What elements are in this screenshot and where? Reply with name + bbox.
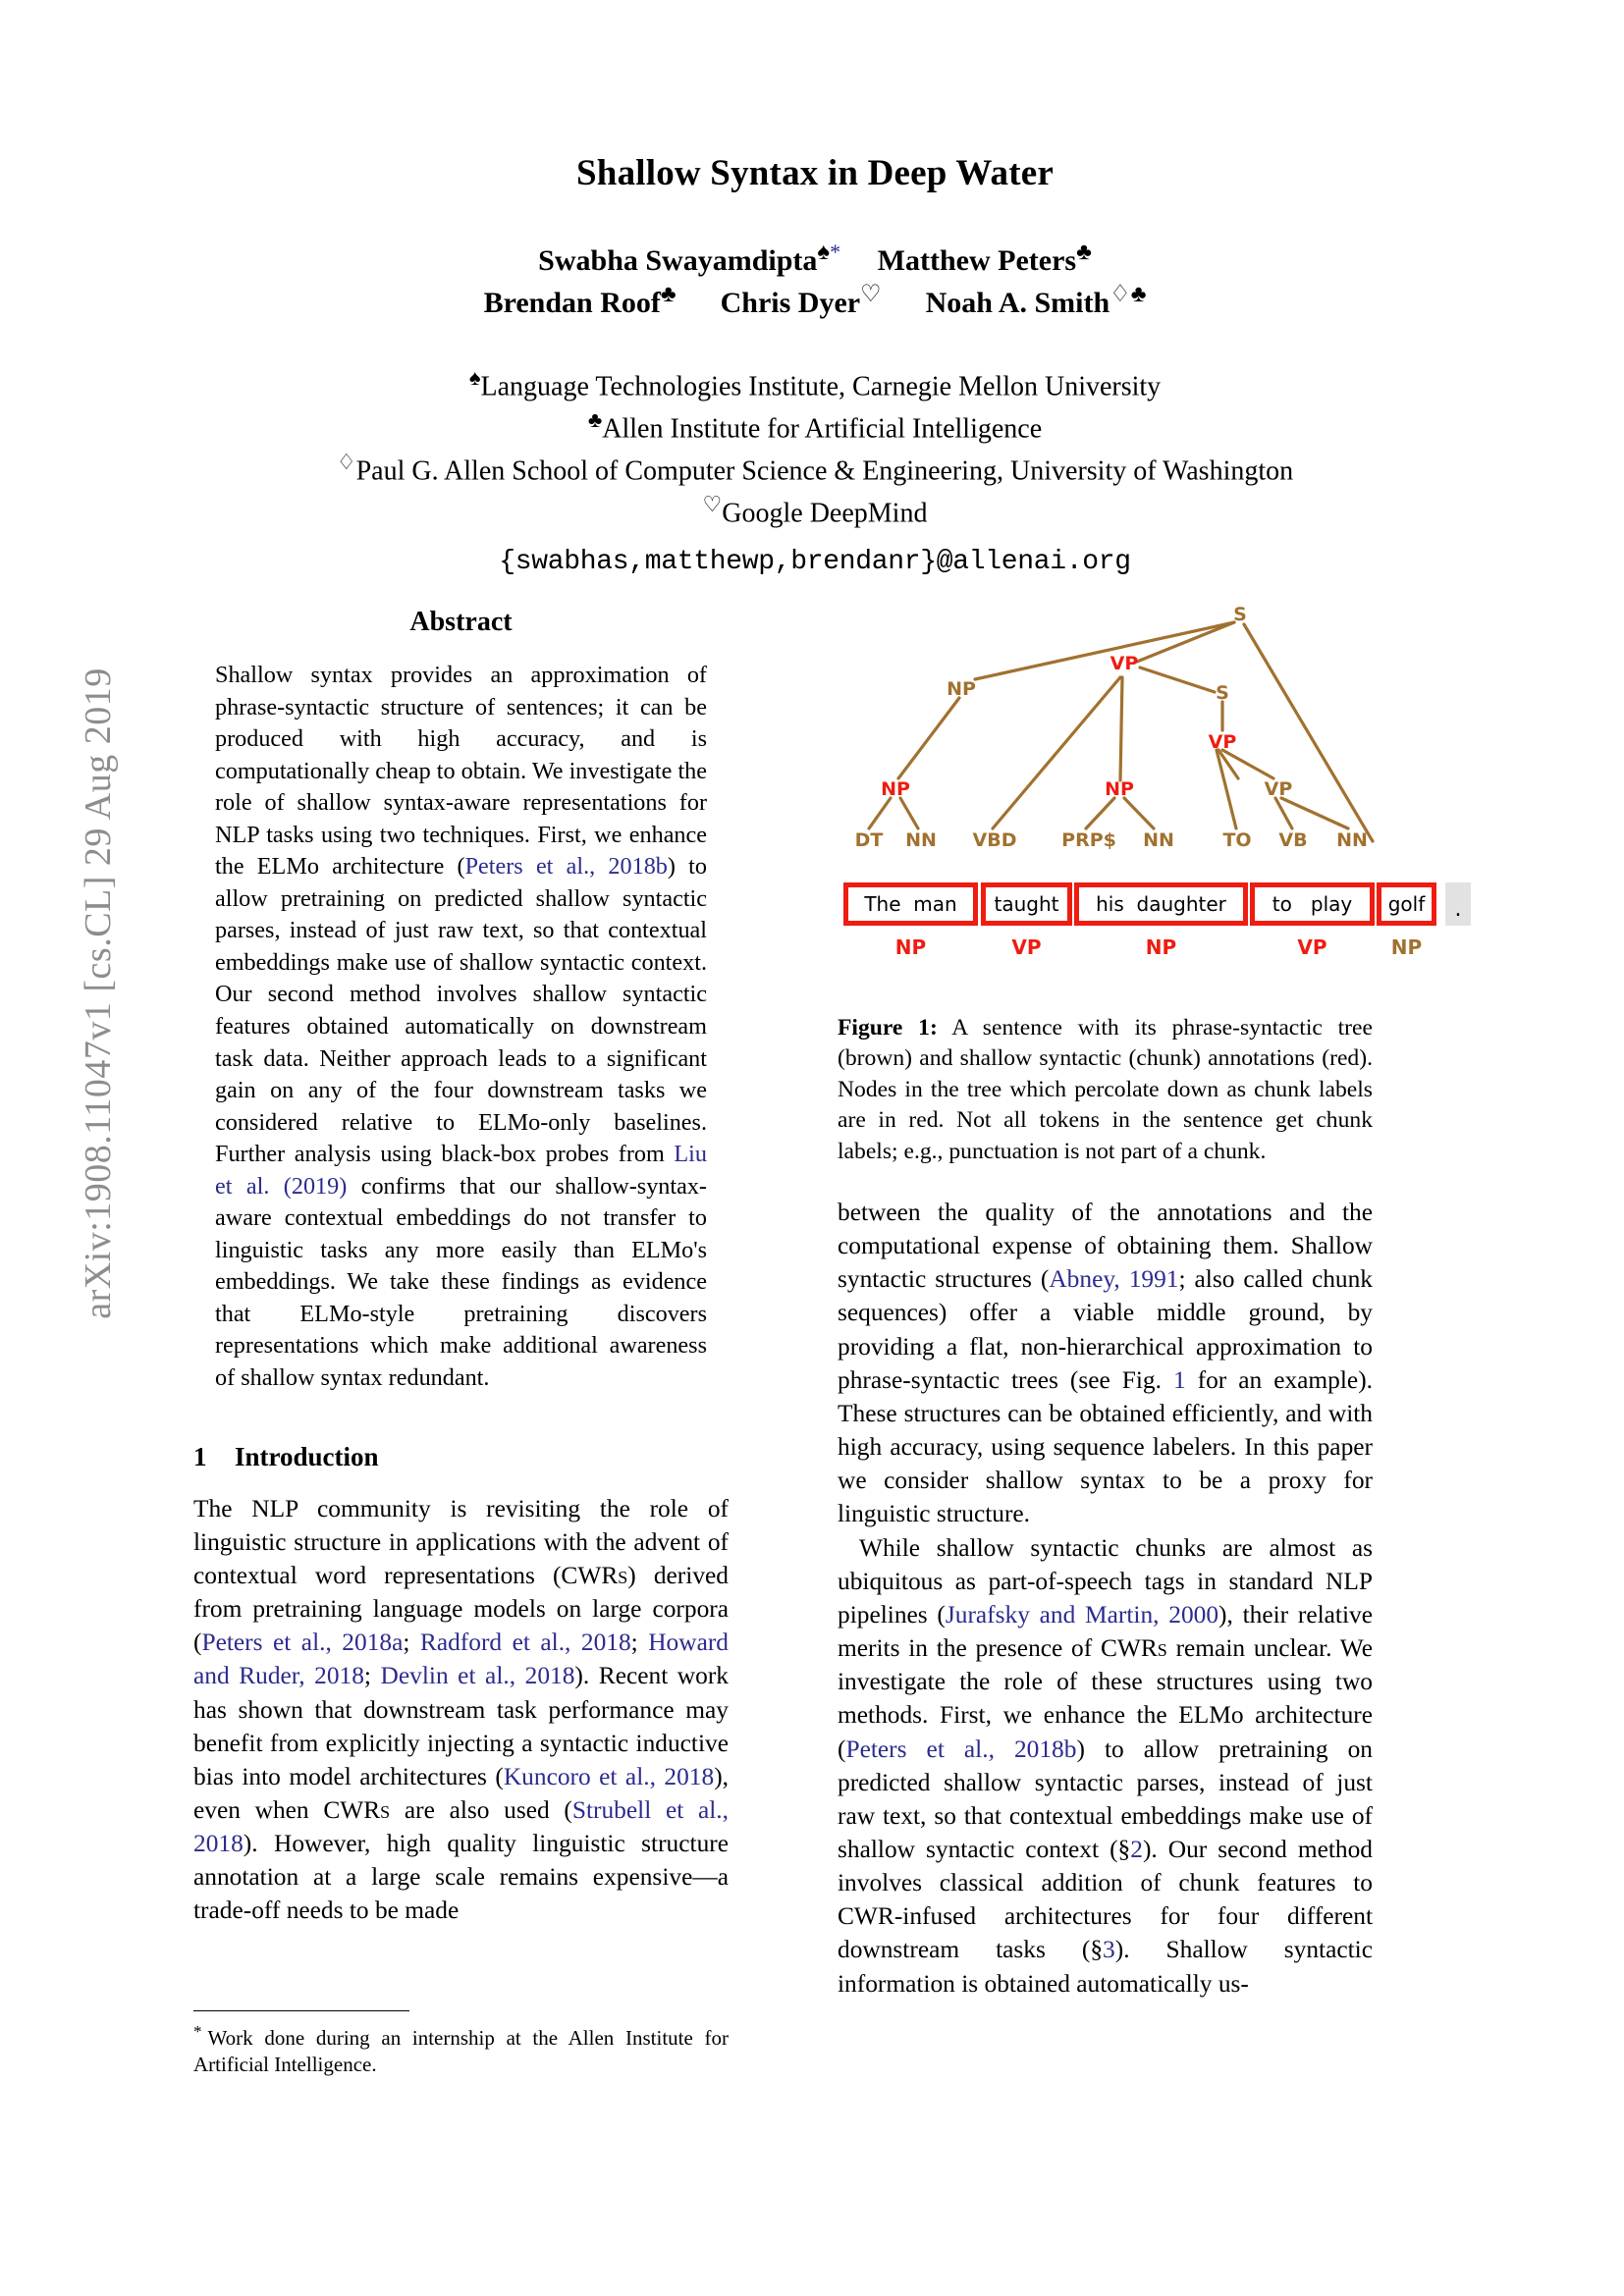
citation-link[interactable]: Liu et al. (2019) <box>215 1141 707 1200</box>
tree-node-S-root: S <box>1233 604 1247 625</box>
affiliation-cmu: ♠Language Technologies Institute, Carnegie Mellon University <box>468 365 1162 402</box>
body-text-run: ), even when <box>193 1762 729 1824</box>
author-line-1 <box>157 238 1473 280</box>
section-heading-introduction <box>193 1442 729 1472</box>
pos-tag-TO: TO <box>1222 829 1252 851</box>
right-paragraph-1 <box>838 1196 1373 1531</box>
pos-tag-NN-3: NN <box>1336 829 1368 851</box>
abstract-body <box>193 660 729 1395</box>
pos-tag-VBD: VBD <box>972 829 1017 851</box>
body-text-run: ), their relative merits in the presence of <box>838 1600 1373 1663</box>
phrase-syntactic-tree-svg <box>838 601 1387 885</box>
affil-symbol-club: ♣ <box>1076 240 1092 265</box>
chunk-label-vp-1: VP <box>1011 935 1042 959</box>
body-text-run: ; <box>403 1629 420 1657</box>
footnote-rule <box>193 2010 409 2011</box>
chunk-box-taught: taught <box>981 882 1072 926</box>
tree-node-S-sub: S <box>1216 682 1229 704</box>
footnote-marker-star: * <box>193 2022 202 2041</box>
author-chris-dyer: Chris Dyer♡ <box>720 282 882 319</box>
affil-symbol-heart: ♡ <box>860 282 882 307</box>
chunk-label-vp-2: VP <box>1297 935 1327 959</box>
left-column <box>193 607 729 1928</box>
token-period: . <box>1445 882 1471 926</box>
pos-tag-DT: DT <box>854 829 884 851</box>
affiliation-deepmind: ♡Google DeepMind <box>702 491 928 528</box>
citation-link[interactable]: Peters et al., 2018b <box>845 1735 1077 1763</box>
affiliation-uw: ♢Paul G. Allen School of Computer Science & Engineering, University of Washington <box>336 449 1294 487</box>
figure-caption-text: A sentence with its phrase-syntactic tree (brown) and shallow syntactic (chunk) annotations (red). Nodes in the tree which percolate down as chunk labels are in red. Not all tokens in the sentence get chunk labels; e.g., punctuation is not part of a chunk. <box>838 1015 1373 1164</box>
abstract-heading: Abstract <box>409 607 513 637</box>
affil-symbol-diamond-club: ♢♣ <box>1110 282 1147 307</box>
body-text-run: ) to allow pretraining on predicted shallow syntactic parses, instead of just raw text, so that contextual embeddings make use of shallow syntactic context. Our second method involves shallow syntactic features obtained automatically on downstream task data. Neither approach leads to a significant gain on any of the four downstream tasks we considered relative to ELMo-only baselines. Further analysis using black-box probes from <box>215 853 707 1168</box>
chunk-box-to-play: to play <box>1250 882 1375 926</box>
tree-node-VP-sub: VP <box>1208 731 1237 753</box>
body-text-run: While shallow syntactic chunks are almost as ubiquitous as part-of-speech tags in standard NLP pipelines ( <box>838 1533 1373 1629</box>
body-text-run: confirms that our shallow-syntax-aware contextual embeddings do not transfer to linguistic tasks any more easily than ELMo's embeddings. We take these findings as evidence that ELMo-style pretraining discovers representations which make additional awareness of shallow syntax redundant. <box>215 1172 707 1392</box>
citation-link[interactable]: Howard and Ruder, 2018 <box>193 1629 730 1690</box>
pos-tag-PRPS: PRP$ <box>1061 829 1116 851</box>
title-block <box>157 152 1473 577</box>
affiliations <box>157 363 1473 531</box>
section-title: Introduction <box>235 1441 379 1471</box>
citation-link[interactable]: Radford et al., 2018 <box>419 1629 631 1657</box>
body-text-run: between the quality of the annotations and the computational expense of obtaining them. Shallow syntactic structures ( <box>838 1199 1373 1294</box>
chunk-box-the-man: The man <box>843 882 978 926</box>
body-text-run: are also used ( <box>390 1795 572 1824</box>
contact-email: {swabhas,matthewp,brendanr}@allenai.org <box>499 547 1131 578</box>
chunk-box-his-daughter: his daughter <box>1074 882 1248 926</box>
citation-link[interactable]: Kuncoro et al., 2018 <box>503 1762 715 1790</box>
page-title: Shallow Syntax in Deep Water <box>576 153 1054 193</box>
citation-link[interactable]: Strubell et al., 2018 <box>193 1795 729 1858</box>
author-line-2 <box>157 280 1473 322</box>
author-swabha-swayamdipta: Swabha Swayamdipta♠* <box>538 240 841 277</box>
citation-link[interactable]: Devlin et al., 2018 <box>380 1662 575 1690</box>
affiliation-ai2: ♣Allen Institute for Artificial Intelligence <box>587 406 1043 445</box>
body-text-run: ). Shallow syntactic information is obtained automatically us- <box>838 1936 1373 1998</box>
arxiv-identifier-stamp: arXiv:1908.11047v1 [cs.CL] 29 Aug 2019 <box>78 667 119 1319</box>
body-text-run: ; <box>363 1662 381 1690</box>
affil-symbol-heart: ♡ <box>702 491 723 516</box>
affil-symbol-spade: ♠ <box>468 365 481 390</box>
pos-tag-NN-2: NN <box>1143 829 1174 851</box>
body-text-run: CWRs <box>323 1795 391 1824</box>
tree-node-NP-top: NP <box>947 678 976 700</box>
body-text-run: ). Our second method involves classical addition of chunk features to <box>838 1835 1373 1897</box>
affil-symbol-diamond: ♢ <box>336 449 356 474</box>
citation-link[interactable]: 1 <box>1172 1365 1186 1394</box>
body-text-run: for an example). These structures can be obtained efficiently, and with high accuracy, using sequence labelers. In this paper we consider shallow syntax to be a proxy for linguistic structure. <box>838 1365 1373 1528</box>
body-text-run: ) derived from pretraining language models on large corpora ( <box>193 1561 729 1657</box>
citation-link[interactable]: Abney, 1991 <box>1049 1265 1179 1294</box>
affil-symbol-spade: ♠ <box>817 240 831 265</box>
body-text-run: ). However, high quality linguistic structure annotation at a large scale remains expensive—a trade-off needs to be made <box>193 1830 729 1925</box>
pos-tag-NN-1: NN <box>905 829 937 851</box>
figure-caption-label: Figure 1: <box>838 1015 938 1041</box>
right-paragraph-2 <box>838 1531 1373 2001</box>
body-text-run: ; also called chunk sequences) offer a viable middle ground, by providing a flat, non-hierarchical approximation to phrase-syntactic trees (see Fig. <box>838 1265 1373 1394</box>
pos-tag-VB: VB <box>1278 829 1308 851</box>
figure-1-syntax-tree <box>838 601 1462 1013</box>
body-text-run: remain unclear. We investigate the role of these structures using two methods. First, we enhance the ELMo architecture ( <box>838 1634 1373 1763</box>
tree-node-VP-top: VP <box>1110 653 1139 674</box>
body-text-run: ). Recent work has shown that downstream task performance may benefit from explicitly injecting a syntactic inductive bias into model architectures ( <box>193 1662 729 1790</box>
footnote-text: * Work done during an internship at the Allen Institute for Artificial Intelligence. <box>193 2022 729 2077</box>
tree-node-NP-daughter: NP <box>1105 778 1134 800</box>
citation-link[interactable]: Peters et al., 2018a <box>201 1629 404 1657</box>
tree-node-VP-play: VP <box>1264 778 1293 800</box>
citation-link[interactable]: 2 <box>1130 1835 1143 1863</box>
author-noah-smith: Noah A. Smith♢♣ <box>925 282 1147 319</box>
chunk-label-np-1: NP <box>894 935 927 959</box>
author-matthew-peters: Matthew Peters♣ <box>877 240 1092 277</box>
footnote-block <box>193 2010 729 2079</box>
body-text-run: Shallow syntax provides an approximation of phrase-syntactic structure of sentences; it can be produced with high accuracy, and is computationally cheap to obtain. We investigate the role of shallow syntax-aware representations for NLP tasks using two techniques. First, we enhance the ELMo architecture ( <box>215 662 707 881</box>
citation-link[interactable]: Jurafsky and Martin, 2000 <box>945 1600 1219 1629</box>
body-text-run: ) to allow pretraining on predicted shallow syntactic parses, instead of just raw text, so that contextual embeddings make use of shallow syntactic context (§ <box>838 1735 1373 1863</box>
body-text-run: -infused architectures for four different downstream tasks (§ <box>838 1902 1373 1964</box>
right-column <box>838 1196 1373 2001</box>
affil-symbol-club: ♣ <box>587 406 603 432</box>
body-text-run: CWRs <box>1100 1634 1167 1663</box>
figure-1-caption <box>838 1013 1373 1167</box>
tree-node-NP-man: NP <box>881 778 910 800</box>
chunk-label-np-2: NP <box>1145 935 1177 959</box>
affil-symbol-club: ♣ <box>660 282 677 307</box>
chunk-label-np-3: NP <box>1390 935 1423 959</box>
author-brendan-roof: Brendan Roof♣ <box>483 282 677 319</box>
tree-node-labels <box>855 604 1368 851</box>
body-text-run: The NLP community is revisiting the role of linguistic structure in applications with the advent of contextual word representations ( <box>193 1494 729 1589</box>
intro-paragraph-1 <box>193 1492 729 1928</box>
citation-link[interactable]: Peters et al., 2018b <box>464 853 668 881</box>
section-number: 1 <box>193 1441 207 1471</box>
footnote-marker-star: * <box>830 240 841 264</box>
body-text-run: ; <box>630 1629 649 1657</box>
body-text-run: CWRs <box>561 1561 628 1589</box>
body-text-run: CWR <box>838 1902 894 1931</box>
chunk-box-golf: golf <box>1377 882 1436 926</box>
citation-link[interactable]: 3 <box>1103 1936 1115 1964</box>
